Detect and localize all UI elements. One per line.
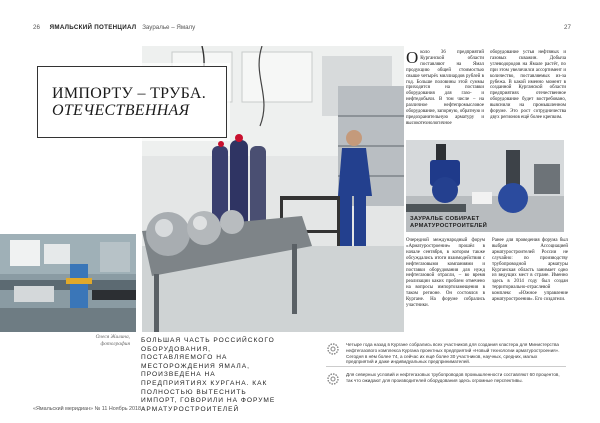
title-line-1: ИМПОРТУ – ТРУБА. — [52, 85, 207, 102]
article-column-4: Ранее для проведения форума был выбран Ассоциацией арматуростроителей России не случайно: по производству трубопроводной арматуры Курганская область занимает одно из ведущих мест в стране. Именно здесь в 2014 году был создан территориально-отраслевой комплекс «Южное управление арматуростроения». Его создатели. — [492, 238, 568, 303]
page-header-left — [33, 24, 195, 31]
gear-icon — [326, 342, 340, 356]
fact-text-1: Четыре года назад в Кургане собрались всех участников для создания кластера для Министерства нефтегазового комплекса Кургана проектных предприятий «Новый технологии арматуростроения». Сегодня в нём более 74, а сейчас их ещё более 30 участников, научных, средних, малых предприятий и даже индивидуальных предпринимателей. — [346, 342, 560, 365]
pipeline-valve-photo — [0, 234, 136, 332]
fact-divider — [326, 366, 566, 367]
subheading: ЗАУРАЛЬЕ СОБИРАЕТ АРМАТУРОСТРОИТЕЛЕЙ — [410, 216, 488, 229]
magazine-name: ЯМАЛЬСКИЙ ПОТЕНЦИАЛ — [49, 24, 137, 31]
section-name: Зауралье – Ямалу — [142, 24, 196, 31]
page-footer: «Ямальский меридиан» № 11 Ноябрь 2018 г. — [33, 406, 146, 412]
article-column-1 — [406, 50, 484, 127]
page-number-right: 27 — [564, 24, 571, 31]
article-lead: БОЛЬШАЯ ЧАСТЬ РОССИЙСКОГО ОБОРУДОВАНИЯ, ПОСТАВЛЯЕМОГО НА МЕСТОРОЖДЕНИЯ ЯМАЛА, ПРОИЗВЕДЕНА НА ПРЕДПРИЯТИЯХ КУРГАНА. КАК ПОЛНОСТЬЮ ВЫТЕСНИТЬ ИМПОРТ, ГОВОРИЛИ НА ФОРУМЕ АРМАТУРОСТРОИТЕЛЕЙ — [141, 337, 276, 413]
article-title — [37, 66, 227, 138]
page-number-left: 26 — [33, 24, 40, 31]
article-column-2: оборудование устья нефтяных и газовых скважин. Добыча углеводородов на Ямале растёт, по при этом увеличился ассортимент и количество, поставляемых из-за рубежа. В какой именно момент в созданной Курганской области предприятиях отечественное оборудование будет востребовано, выяснили на промышленном форуме. Это рост сотрудничества двух регионов ещё более крепким. — [490, 50, 566, 120]
fact-text-2: Для северных условий и нефтегазовых трубопроводов промышленности составляют 60 процентов, так что ожидают для производителей оборудования здесь огромные перспективы. — [346, 372, 560, 383]
column-1-text: коло 36 предприятий Курганской области поставляют на Ямал продукцию общей стоимостью свыше четырёх миллиардов рублей в год. Больше половины этой суммы приходится на поставки оборудования для газо- и нефтедобычи. В том числе – на различное нефтепромысловое оборудование, запорную, обратную и предохранительную арматуру и высокотехнологичное — [406, 50, 484, 126]
photo-credit: Олеся Жилина, фотография — [95, 334, 130, 347]
title-line-2: ОТЕЧЕСТВЕННАЯ — [52, 102, 190, 119]
gear-icon — [326, 372, 340, 386]
drop-cap: О — [406, 48, 419, 67]
article-column-3: Очередной международный форум «Арматуростроение» прошёл в начале сентября, в котором также обсуждались итоги взаимодействия с нефтегазовыми компаниями и поставки оборудования для нужд нефтегазовой отрасли, – во время реализации каких проблем отмечено на вопросы импортозамещения в таком регионе. Он состоялся в Кургане. На форуме собрались участники. — [406, 238, 485, 308]
